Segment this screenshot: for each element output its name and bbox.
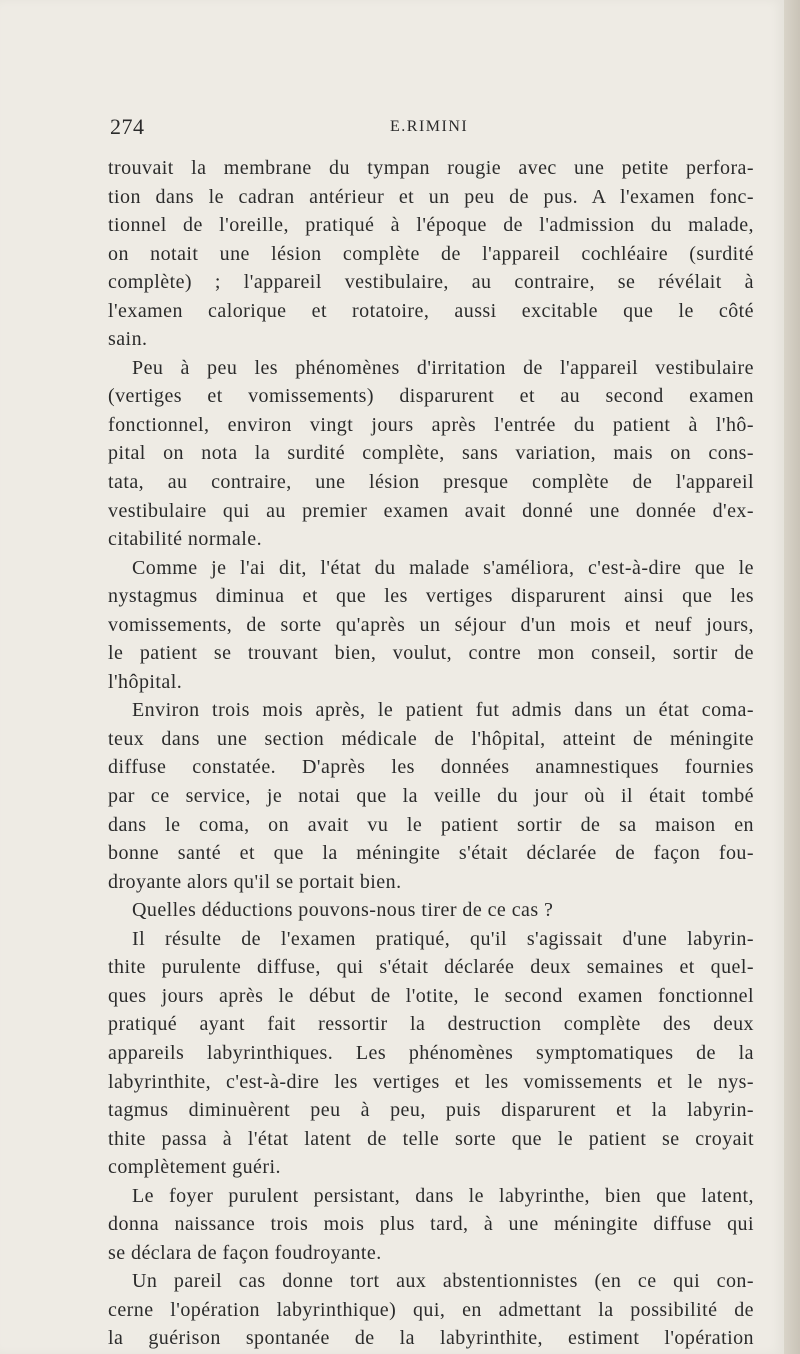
text-line: fonctionnel, environ vingt jours après l'entrée du patient à l'hô-	[108, 413, 754, 436]
text-line: appareils labyrinthiques. Les phénomènes symptomatiques de la	[108, 1041, 754, 1064]
page-number: 274	[110, 114, 145, 139]
text-line: complète) ; l'appareil vestibulaire, au contraire, se révélait à	[108, 271, 754, 294]
text-line: vestibulaire qui au premier examen avait donné une donnée d'ex-	[108, 499, 754, 522]
text-line: sain.	[108, 328, 148, 351]
body-text	[108, 154, 754, 1353]
text-line: cerne l'opération labyrinthique) qui, en admettant la possibilité de	[108, 1298, 754, 1321]
page-edge	[784, 0, 800, 1354]
text-line: diffuse constatée. D'après les données anamnestiques fournies	[108, 756, 754, 779]
paragraph	[108, 1182, 754, 1268]
text-line: se déclara de façon foudroyante.	[108, 1241, 382, 1264]
text-line: Peu à peu les phénomènes d'irritation de l'appareil vestibulaire	[132, 356, 754, 379]
text-line: Il résulte de l'examen pratiqué, qu'il s'agissait d'une labyrin-	[132, 927, 754, 950]
paragraph	[108, 554, 754, 697]
text-line: Environ trois mois après, le patient fut admis dans un état coma-	[132, 699, 754, 722]
text-line: tionnel de l'oreille, pratiqué à l'époque de l'admission du malade,	[108, 214, 754, 237]
text-line: Un pareil cas donne tort aux abstentionnistes (en ce qui con-	[132, 1270, 754, 1293]
paragraph	[108, 896, 754, 925]
text-line: tagmus diminuèrent peu à peu, puis disparurent et la labyrin-	[108, 1099, 754, 1122]
text-line: teux dans une section médicale de l'hôpital, atteint de méningite	[108, 727, 754, 750]
text-line: thite purulente diffuse, qui s'était déclarée deux semaines et quel-	[108, 956, 754, 979]
text-line: dans le coma, on avait vu le patient sortir de sa maison en	[108, 813, 754, 836]
text-line: tata, au contraire, une lésion presque complète de l'appareil	[108, 471, 754, 494]
text-line: l'hôpital.	[108, 670, 183, 693]
paragraph	[108, 696, 754, 896]
paragraph	[108, 354, 754, 554]
text-line: on notait une lésion complète de l'appareil cochléaire (surdité	[108, 242, 754, 265]
paragraph	[108, 154, 754, 354]
text-line: complètement guéri.	[108, 1156, 281, 1179]
text-line: droyante alors qu'il se portait bien.	[108, 870, 402, 893]
running-head: E.RIMINI	[390, 118, 469, 135]
text-line: Comme je l'ai dit, l'état du malade s'améliora, c'est-à-dire que le	[132, 556, 754, 579]
text-line: Quelles déductions pouvons-nous tirer de ce cas ?	[132, 899, 554, 922]
text-line: vomissements, de sorte qu'après un séjour d'un mois et neuf jours,	[108, 613, 754, 636]
text-line: tion dans le cadran antérieur et un peu de pus. A l'examen fonc-	[108, 185, 754, 208]
text-line: citabilité normale.	[108, 528, 263, 551]
text-line: pratiqué ayant fait ressortir la destruction complète des deux	[108, 1013, 754, 1036]
text-line: labyrinthite, c'est-à-dire les vertiges et les vomissements et le nys-	[108, 1070, 754, 1093]
text-line: thite passa à l'état latent de telle sorte que le patient se croyait	[108, 1127, 754, 1150]
text-line: la guérison spontanée de la labyrinthite, estiment l'opération	[108, 1327, 754, 1350]
text-line: ques jours après le début de l'otite, le second examen fonctionnel	[108, 984, 754, 1007]
text-line: Le foyer purulent persistant, dans le labyrinthe, bien que latent,	[132, 1184, 754, 1207]
text-line: bonne santé et que la méningite s'était déclarée de façon fou-	[108, 842, 754, 865]
text-line: le patient se trouvant bien, voulut, contre mon conseil, sortir de	[108, 642, 754, 665]
paragraph	[108, 1267, 754, 1353]
paragraph	[108, 925, 754, 1182]
text-line: trouvait la membrane du tympan rougie avec une petite perfora-	[108, 157, 754, 179]
text-line: l'examen calorique et rotatoire, aussi excitable que le côté	[108, 299, 754, 322]
text-line: nystagmus diminua et que les vertiges disparurent ainsi que les	[108, 585, 754, 608]
text-line: (vertiges et vomissements) disparurent et au second examen	[108, 385, 754, 408]
text-line: pital on nota la surdité complète, sans variation, mais on cons-	[108, 442, 754, 465]
page-header	[110, 114, 760, 144]
text-line: par ce service, je notai que la veille du jour où il était tombé	[108, 785, 754, 808]
text-line: donna naissance trois mois plus tard, à une méningite diffuse qui	[108, 1213, 754, 1236]
